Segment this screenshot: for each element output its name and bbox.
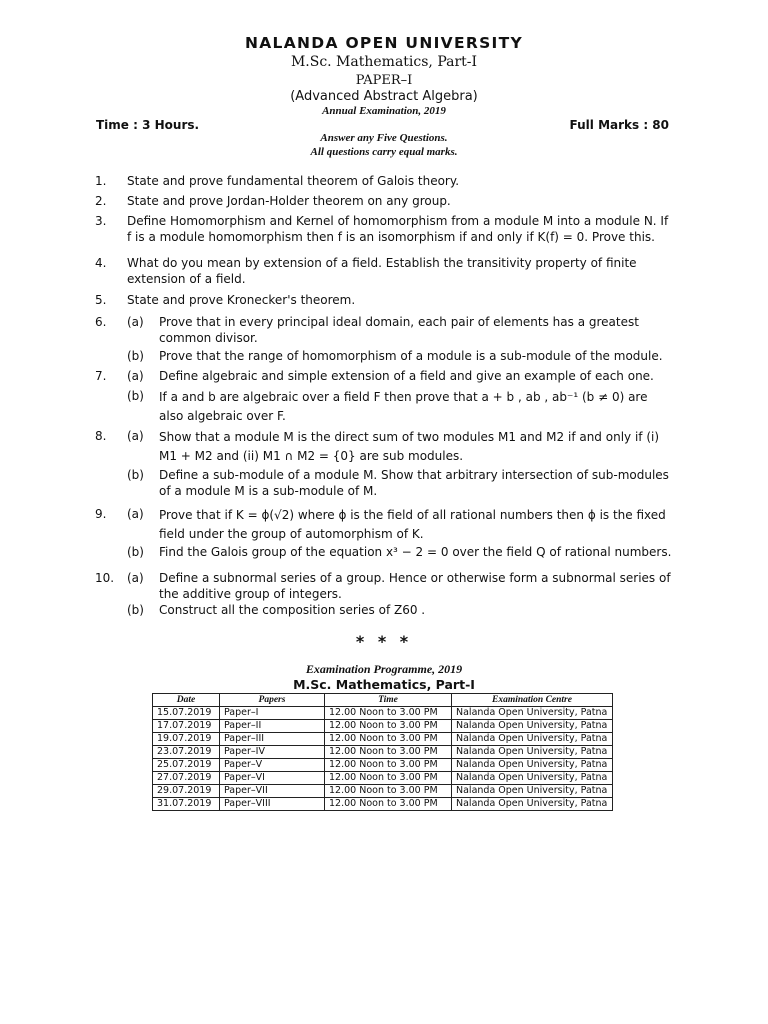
question-number: 5. [95, 293, 107, 307]
column-header-time: Time [325, 694, 452, 707]
cell-centre: Nalanda Open University, Patna [452, 720, 613, 733]
cell-paper: Paper–II [220, 720, 325, 733]
cell-date: 19.07.2019 [153, 733, 220, 746]
part-text: Show that a module M is the direct sum of two modules M1 and M2 if and only if (i) M1 + M2 and (ii) M1 ∩ M2 = {0} are sub modules. [159, 430, 660, 463]
programme-title: Examination Programme, 2019 [305, 662, 463, 676]
part-text: Prove that the range of homomorphism of a module is a sub-module of the module. [159, 349, 663, 363]
cell-centre: Nalanda Open University, Patna [452, 759, 613, 772]
table-row [153, 759, 613, 772]
question-number: 2. [95, 194, 107, 208]
cell-paper: Paper–VI [220, 772, 325, 785]
cell-date: 29.07.2019 [153, 785, 220, 798]
part-label: (a) [127, 369, 144, 383]
cell-centre: Nalanda Open University, Patna [452, 707, 613, 720]
programme-table [152, 693, 613, 811]
question-number: 10. [95, 571, 115, 585]
question-number: 1. [95, 174, 107, 188]
question-text: State and prove Kronecker's theorem. [127, 293, 356, 307]
cell-time: 12.00 Noon to 3.00 PM [325, 746, 452, 759]
cell-date: 15.07.2019 [153, 707, 220, 720]
cell-centre: Nalanda Open University, Patna [452, 746, 613, 759]
paper-number: PAPER–I [355, 73, 413, 88]
part-text: Define a subnormal series of a group. Hence or otherwise form a subnormal series of the additive group of integers. [159, 571, 671, 601]
part-label: (b) [127, 389, 144, 403]
subject-name: (Advanced Abstract Algebra) [290, 89, 478, 104]
cell-centre: Nalanda Open University, Patna [452, 733, 613, 746]
part-label: (b) [127, 468, 144, 482]
part-text: Define algebraic and simple extension of a field and give an example of each one. [159, 369, 654, 383]
cell-time: 12.00 Noon to 3.00 PM [325, 733, 452, 746]
cell-time: 12.00 Noon to 3.00 PM [325, 720, 452, 733]
instruction-answer: Answer any Five Questions. [320, 132, 448, 144]
cell-centre: Nalanda Open University, Patna [452, 785, 613, 798]
part-label: (a) [127, 429, 144, 443]
column-header-date: Date [153, 694, 220, 707]
cell-time: 12.00 Noon to 3.00 PM [325, 772, 452, 785]
cell-centre: Nalanda Open University, Patna [452, 772, 613, 785]
cell-date: 17.07.2019 [153, 720, 220, 733]
part-text: Construct all the composition series of Z60 . [159, 603, 426, 617]
part-label: (a) [127, 571, 144, 585]
table-row [153, 720, 613, 733]
full-marks: Full Marks : 80 [569, 118, 669, 132]
cell-centre: Nalanda Open University, Patna [452, 798, 613, 811]
table-row [153, 733, 613, 746]
cell-paper: Paper–VII [220, 785, 325, 798]
cell-paper: Paper–III [220, 733, 325, 746]
table-header-row [153, 694, 613, 707]
cell-paper: Paper–VIII [220, 798, 325, 811]
cell-time: 12.00 Noon to 3.00 PM [325, 785, 452, 798]
question-number: 8. [95, 429, 107, 443]
question-number: 6. [95, 315, 107, 329]
question-number: 9. [95, 507, 107, 521]
part-label: (b) [127, 349, 144, 363]
cell-date: 25.07.2019 [153, 759, 220, 772]
part-label: (a) [127, 315, 144, 329]
part-label: (b) [127, 603, 144, 617]
instruction-marks: All questions carry equal marks. [310, 146, 458, 158]
exam-name: Annual Examination, 2019 [322, 105, 446, 117]
question-number: 4. [95, 256, 107, 270]
table-row [153, 707, 613, 720]
section-separator: * * * [355, 632, 413, 651]
question-text: What do you mean by extension of a field. Establish the transitivity property of finite extension of a field. [127, 256, 637, 286]
table-row [153, 798, 613, 811]
university-name: NALANDA OPEN UNIVERSITY [244, 34, 524, 52]
question-text: State and prove Jordan-Holder theorem on any group. [127, 194, 451, 208]
table-row [153, 746, 613, 759]
question-text: Define Homomorphism and Kernel of homomorphism from a module M into a module N. If f is a module homomorphism then f is an isomorphism if and only if K(f) = 0. Prove this. [127, 214, 669, 244]
part-text: Prove that if K = ϕ(√2) where ϕ is the field of all rational numbers then ϕ is the fixed field under the group of automorphism of K. [159, 508, 666, 541]
cell-date: 23.07.2019 [153, 746, 220, 759]
part-text: Prove that in every principal ideal domain, each pair of elements has a greatest common divisor. [159, 315, 639, 345]
question-number: 3. [95, 214, 107, 228]
cell-paper: Paper–I [220, 707, 325, 720]
table-row [153, 785, 613, 798]
cell-paper: Paper–IV [220, 746, 325, 759]
question-number: 7. [95, 369, 107, 383]
cell-time: 12.00 Noon to 3.00 PM [325, 759, 452, 772]
part-text: Find the Galois group of the equation x³ − 2 = 0 over the field Q of rational numbers. [159, 545, 672, 559]
cell-date: 27.07.2019 [153, 772, 220, 785]
cell-time: 12.00 Noon to 3.00 PM [325, 707, 452, 720]
column-header-centre: Examination Centre [452, 694, 613, 707]
part-text: Define a sub-module of a module M. Show that arbitrary intersection of sub-modules of a module M is a sub-module of M. [159, 468, 669, 498]
cell-date: 31.07.2019 [153, 798, 220, 811]
course-title: M.Sc. Mathematics, Part-I [290, 54, 478, 70]
cell-paper: Paper–V [220, 759, 325, 772]
part-label: (a) [127, 507, 144, 521]
programme-subtitle: M.Sc. Mathematics, Part-I [293, 677, 475, 692]
column-header-papers: Papers [220, 694, 325, 707]
cell-time: 12.00 Noon to 3.00 PM [325, 798, 452, 811]
part-text: If a and b are algebraic over a field F then prove that a + b , ab , ab⁻¹ (b ≠ 0) are also algebraic over F. [159, 390, 648, 423]
question-text: State and prove fundamental theorem of Galois theory. [127, 174, 460, 188]
part-label: (b) [127, 545, 144, 559]
table-row [153, 772, 613, 785]
time-allowed: Time : 3 Hours. [96, 118, 200, 132]
